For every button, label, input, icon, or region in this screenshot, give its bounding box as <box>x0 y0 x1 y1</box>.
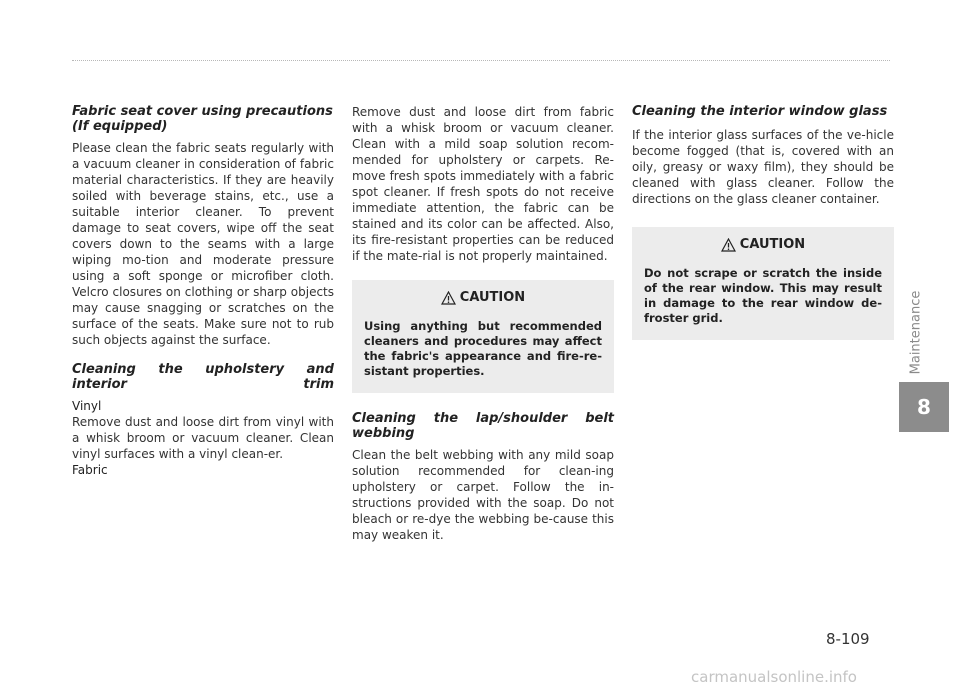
section-tab-label <box>900 282 932 382</box>
caution-header <box>364 290 602 305</box>
subheading-vinyl: Vinyl <box>72 399 102 413</box>
section-name: Maintenance <box>908 290 924 374</box>
caution-text: Using anything but recommended cleaners and procedures may affect the fabric's appearance and fire-re-sistant properties. <box>364 319 602 378</box>
warning-triangle-icon <box>721 238 736 252</box>
column-middle <box>352 104 614 557</box>
paragraph-fabric-cleaning: Remove dust and loose dirt from fabric with a whisk broom or vacuum cleaner. Clean with a mild soap solution recom-mended for upholstery or carpets. Re-move fresh spots immediately with a fabric spot cleaner. If fresh spots do not receive immediate attention, the fabric can be stained and its color can be affected. Also, its fire-resistant properties can be reduced if the mate-rial is not properly maintained. <box>352 105 614 263</box>
caution-box-fabric <box>352 280 614 393</box>
top-divider <box>72 60 890 61</box>
watermark: carmanualsonline.info <box>691 668 857 686</box>
caution-text: Do not scrape or scratch the inside of the rear window. This may result in damage to the rear window de-froster grid. <box>644 266 882 325</box>
caution-title: CAUTION <box>459 290 526 305</box>
subheading-fabric: Fabric <box>72 463 108 477</box>
heading-upholstery-trim: Cleaning the upholstery and interior trim <box>72 362 334 392</box>
warning-triangle-icon <box>441 291 456 305</box>
column-right <box>632 104 894 358</box>
paragraph-belt-webbing: Clean the belt webbing with any mild soap solution recommended for clean-ing upholstery or carpet. Follow the in-structions provided with the soap. Do not bleach or re-dye the webbing be-cause this may weaken it. <box>352 448 614 542</box>
paragraph-vinyl: Remove dust and loose dirt from vinyl with a whisk broom or vacuum cleaner. Clean vinyl surfaces with a vinyl clean-er. <box>72 415 334 461</box>
heading-fabric-seat-cover: Fabric seat cover using precautions (If equipped) <box>72 104 333 134</box>
heading-window-glass: Cleaning the interior window glass <box>632 104 888 119</box>
heading-belt-webbing: Cleaning the lap/shoulder belt webbing <box>352 411 614 441</box>
chapter-number-tab: 8 <box>899 382 949 432</box>
caution-header <box>644 237 882 252</box>
caution-title: CAUTION <box>739 237 806 252</box>
caution-box-window <box>632 227 894 340</box>
paragraph-window-glass: If the interior glass surfaces of the ve-hicle become fogged (that is, covered with an oily, greasy or waxy film), they should be cleaned with glass cleaner. Follow the directions on the glass cleaner container. <box>632 128 894 206</box>
column-left <box>72 104 334 478</box>
page-number: 8-109 <box>826 630 870 648</box>
paragraph-fabric-seat-cover: Please clean the fabric seats regularly with a vacuum cleaner in consideration of fabric material characteristics. If they are heavily soiled with beverage stains, etc., use a suitable interior cleaner. To prevent damage to seat covers, wipe off the seat covers down to the seams with a large wiping mo-tion and moderate pressure using a soft sponge or microfiber cloth. Velcro closures on clothing or sharp objects may cause snagging or scratches on the surface of the seats. Make sure not to rub such objects against the surface. <box>72 141 334 347</box>
